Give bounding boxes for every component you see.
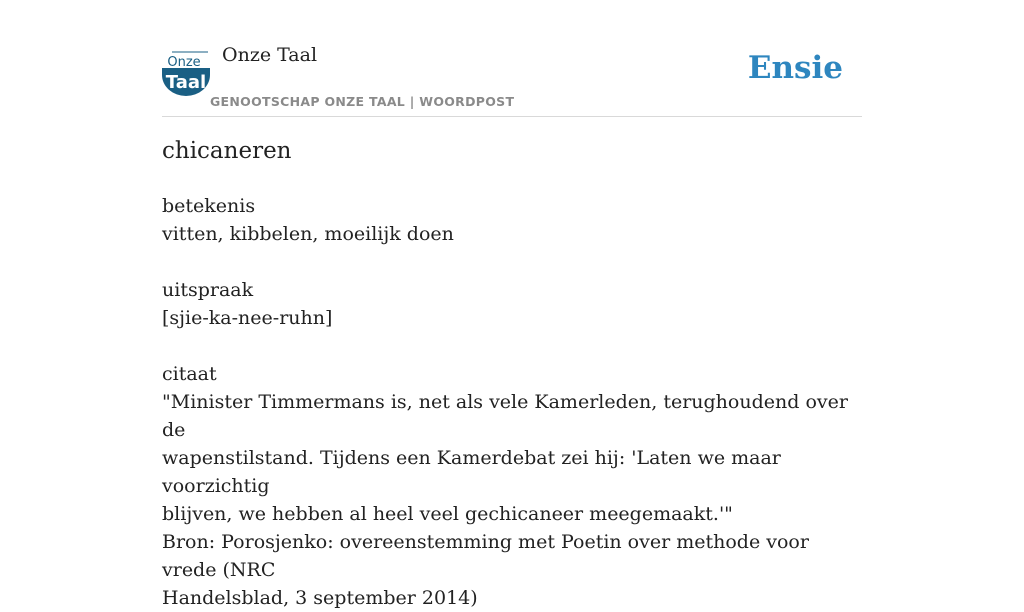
spacer <box>162 248 862 276</box>
ensie-brand-link[interactable]: Ensie <box>747 50 843 86</box>
page <box>162 0 862 609</box>
quote-line: wapenstilstand. Tijdens een Kamerdebat zei hij: 'Laten we maar voorzichtig <box>162 447 781 497</box>
meaning-label: betekenis <box>162 195 256 217</box>
logo-text-taal: Taal <box>165 72 207 93</box>
logo-text-onze: Onze <box>167 55 201 70</box>
pronunciation-text: [sjie-ka-nee-ruhn] <box>162 307 333 329</box>
header <box>162 0 862 117</box>
quote-label: citaat <box>162 363 217 385</box>
site-subtitle: GENOOTSCHAP ONZE TAAL | WOORDPOST <box>210 94 515 109</box>
pronunciation-label: uitspraak <box>162 279 254 301</box>
source-line: Bron: Porosjenko: overeenstemming met Poetin over methode voor vrede (NRC <box>162 531 809 581</box>
spacer <box>162 332 862 360</box>
quote-line: "Minister Timmermans is, net als vele Kamerleden, terughoudend over de <box>162 391 848 441</box>
onze-taal-logo[interactable] <box>162 51 210 96</box>
site-title[interactable]: Onze Taal <box>222 44 318 66</box>
source-line: Handelsblad, 3 september 2014) <box>162 587 478 609</box>
word-title: chicaneren <box>162 138 292 164</box>
meaning-text: vitten, kibbelen, moeilijk doen <box>162 223 454 245</box>
entry-body <box>162 192 862 612</box>
quote-line: blijven, we hebben al heel veel gechicaneer meegemaakt.'" <box>162 503 733 525</box>
